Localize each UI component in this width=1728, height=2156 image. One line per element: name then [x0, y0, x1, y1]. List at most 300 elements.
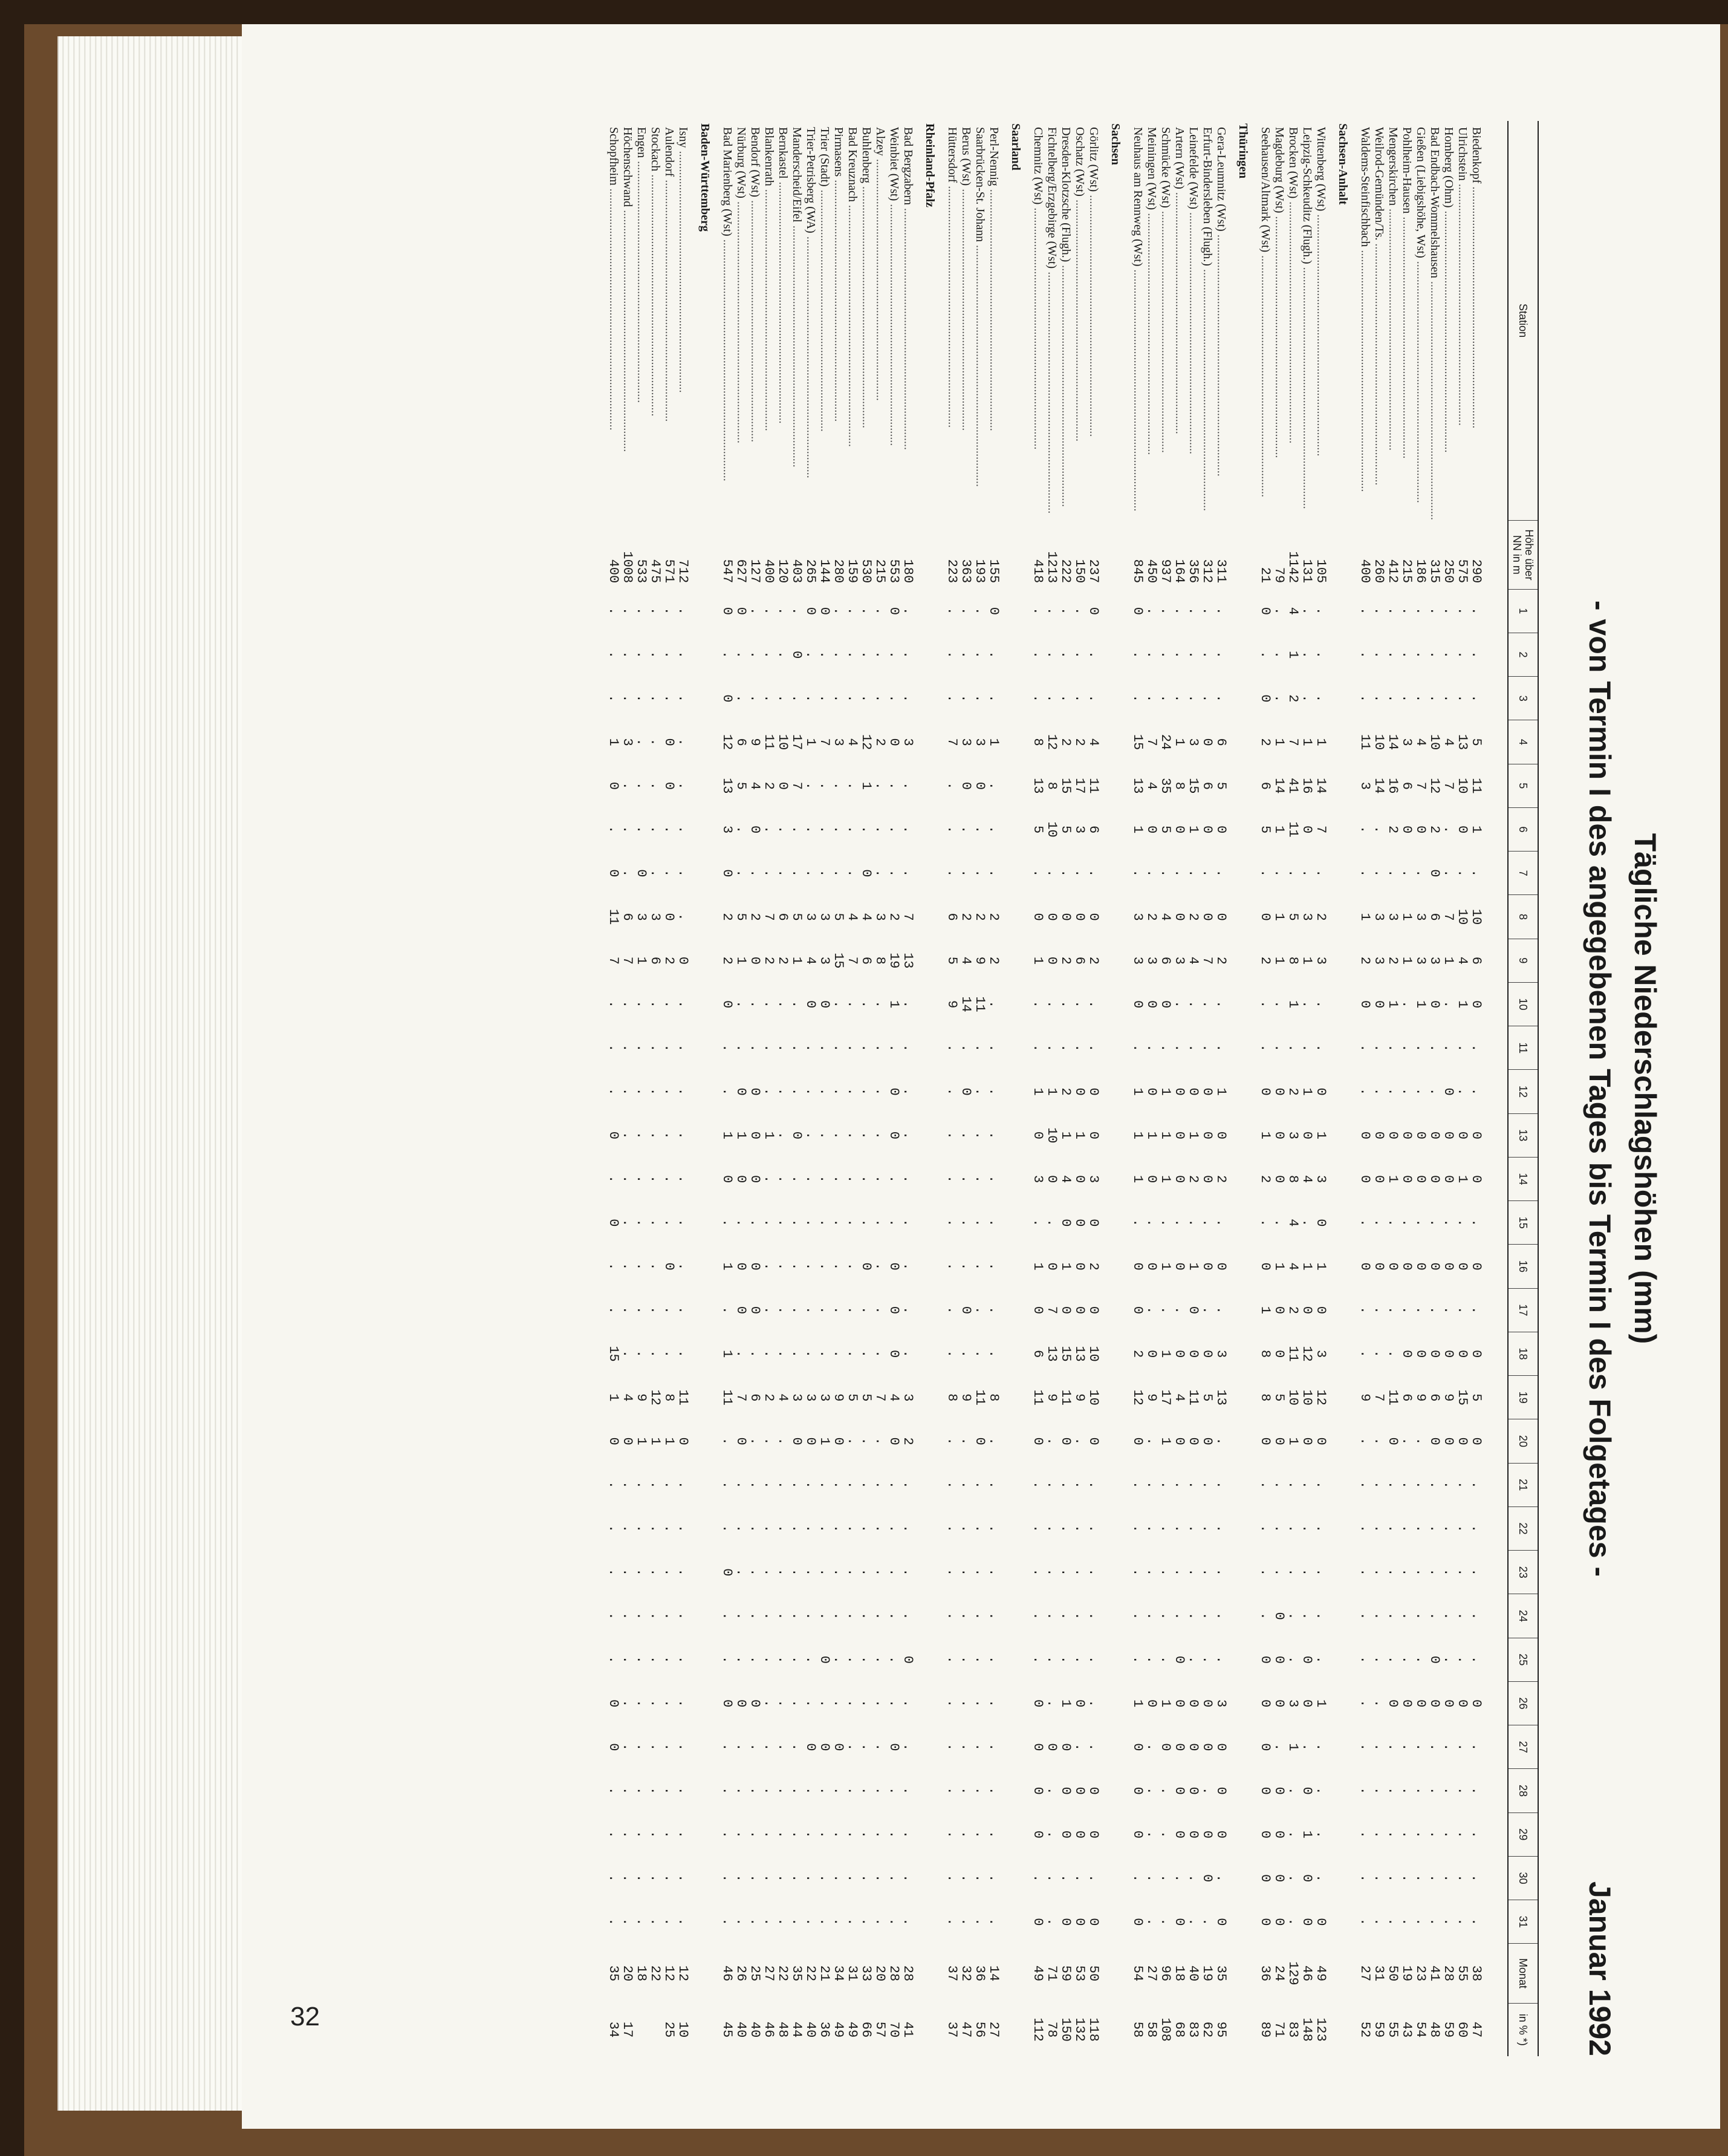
day-value: 7	[761, 913, 776, 921]
day-value: .	[1144, 1306, 1159, 1314]
day-value: .	[1285, 1786, 1301, 1795]
day-value: .	[775, 1262, 790, 1271]
table-row	[873, 121, 887, 2056]
header-day: 20	[1508, 1419, 1538, 1463]
day-value: .	[958, 1131, 973, 1139]
month-total: 54	[1130, 1965, 1145, 1982]
day-value: .	[1086, 1612, 1101, 1620]
day-value: 12	[1427, 778, 1442, 794]
day-value: 2	[1058, 1087, 1073, 1096]
percent-value: 40	[733, 2021, 749, 2038]
station-height: 547	[719, 559, 735, 584]
day-value: .	[1072, 1743, 1087, 1751]
day-value: .	[1158, 1918, 1173, 1926]
day-value: .	[789, 1349, 804, 1358]
day-value: 16	[1385, 778, 1400, 794]
day-value: 1	[606, 738, 621, 746]
day-value: 9	[831, 1393, 846, 1402]
day-value: 4	[1285, 1219, 1301, 1227]
day-value: .	[775, 1655, 790, 1664]
day-value: .	[1399, 869, 1414, 878]
day-value: .	[1441, 650, 1456, 659]
day-value: .	[1072, 869, 1087, 878]
station-height: 127	[747, 559, 762, 584]
day-value: .	[775, 869, 790, 878]
day-value: .	[872, 650, 888, 659]
day-value: .	[1130, 650, 1145, 659]
day-value: .	[775, 1437, 790, 1445]
station-name: Alzey .....	[873, 121, 887, 521]
day-value: .	[789, 1087, 804, 1096]
day-value: .	[958, 1743, 973, 1751]
day-value: .	[1072, 1568, 1087, 1577]
day-value: .	[675, 650, 690, 659]
day-value: 0	[1130, 1437, 1145, 1445]
group-row	[1228, 121, 1258, 2056]
day-value: .	[1299, 650, 1314, 659]
day-value: .	[1258, 650, 1273, 659]
day-value: .	[859, 1044, 874, 1052]
day-value: .	[1086, 650, 1101, 659]
month-total: 28	[900, 1965, 915, 1982]
day-value: .	[1413, 1568, 1428, 1577]
day-value: 0	[900, 1655, 915, 1664]
day-value: 0	[1030, 1306, 1045, 1314]
day-value: .	[733, 1480, 749, 1489]
day-value: .	[944, 1262, 960, 1271]
station-height: 475	[648, 559, 663, 584]
day-value: .	[1385, 1044, 1400, 1052]
day-value: .	[634, 1874, 649, 1883]
day-value: .	[1371, 1612, 1386, 1620]
day-value: .	[803, 1262, 818, 1271]
day-value: 0	[1213, 1918, 1229, 1926]
day-value: 5	[859, 1393, 874, 1402]
day-value: 5	[1285, 913, 1301, 921]
day-value: .	[1258, 1219, 1273, 1227]
day-value: .	[648, 1306, 663, 1314]
day-value: .	[817, 1786, 832, 1795]
day-value: .	[648, 869, 663, 878]
day-value: .	[1385, 650, 1400, 659]
month-total: 25	[747, 1965, 762, 1982]
day-value: .	[1130, 1874, 1145, 1883]
day-value: .	[900, 1262, 915, 1271]
day-value: .	[1072, 650, 1087, 659]
percent-value: 46	[761, 2021, 776, 2038]
header-day: 9	[1508, 939, 1538, 982]
day-value: .	[817, 1219, 832, 1227]
day-value: .	[1371, 1044, 1386, 1052]
station-height: 131	[1299, 559, 1314, 584]
day-value: 0	[1258, 1918, 1273, 1926]
day-value: 0	[1058, 1830, 1073, 1838]
day-value: .	[845, 1000, 860, 1009]
day-value: 0	[1399, 825, 1414, 834]
day-value: 1	[1213, 1087, 1229, 1096]
day-value: .	[1313, 1874, 1328, 1883]
day-value: 41	[1285, 778, 1301, 794]
day-value: 0	[1427, 1000, 1442, 1009]
day-value: .	[872, 1568, 888, 1577]
day-value: .	[958, 1219, 973, 1227]
day-value: .	[1469, 1480, 1484, 1489]
day-value: .	[886, 1480, 901, 1489]
day-value: .	[900, 1174, 915, 1184]
day-value: .	[986, 1524, 1001, 1533]
day-value: 6	[1200, 781, 1215, 790]
day-value: .	[986, 1219, 1001, 1227]
header-day: 6	[1508, 807, 1538, 851]
day-value: .	[606, 650, 621, 659]
day-value: 2	[972, 913, 987, 921]
day-value: .	[1413, 1830, 1428, 1838]
day-value: .	[803, 650, 818, 659]
day-value: .	[1200, 1219, 1215, 1227]
day-value: .	[733, 1219, 749, 1227]
day-value: .	[944, 1087, 960, 1096]
day-value: .	[1427, 1830, 1442, 1838]
day-value: .	[648, 1612, 663, 1620]
day-value: 1	[634, 1437, 649, 1445]
day-value: .	[1086, 869, 1101, 878]
day-value: .	[1044, 1044, 1059, 1052]
day-value: .	[634, 1612, 649, 1620]
day-value: .	[661, 1655, 677, 1664]
day-value: .	[1186, 1612, 1201, 1620]
percent-value: 66	[859, 2021, 874, 2038]
day-value: .	[1413, 1743, 1428, 1751]
day-value: .	[675, 607, 690, 615]
day-value: 0	[1058, 1786, 1073, 1795]
station-name: Wittenberg (Wst) .....	[1314, 121, 1328, 521]
station-height: 215	[872, 559, 888, 584]
day-value: 14	[1385, 734, 1400, 751]
day-value: .	[747, 1655, 762, 1664]
day-value: 0	[1213, 1131, 1229, 1139]
group-row	[1483, 121, 1508, 2056]
month-total: 18	[1172, 1965, 1187, 1982]
day-value: 0	[1058, 1219, 1073, 1227]
day-value: .	[648, 1262, 663, 1271]
day-value: 0	[1441, 1174, 1456, 1184]
day-value: .	[675, 1349, 690, 1358]
day-value: 0	[1258, 1874, 1273, 1883]
day-value: .	[900, 781, 915, 790]
day-value: .	[648, 1349, 663, 1358]
station-name: Bad Bergzabern .....	[901, 121, 915, 521]
table-row	[1059, 121, 1073, 2056]
day-value: 14	[1313, 778, 1328, 794]
month-total: 24	[1272, 1965, 1287, 1982]
day-value: .	[1313, 1524, 1328, 1533]
station-height: 120	[775, 559, 790, 584]
day-value: 5	[1213, 781, 1229, 790]
day-value: 0	[1172, 1349, 1187, 1358]
day-value: .	[1371, 1918, 1386, 1926]
header-day: 7	[1508, 852, 1538, 895]
day-value: .	[761, 1262, 776, 1271]
day-value: 0	[606, 781, 621, 790]
table-row	[648, 121, 662, 2056]
day-value: 1	[1385, 1174, 1400, 1184]
day-value: 0	[606, 1437, 621, 1445]
day-value: .	[733, 869, 749, 878]
day-value: 3	[803, 1393, 818, 1402]
day-value: .	[1044, 1830, 1059, 1838]
day-value: 0	[747, 1087, 762, 1096]
day-value: 0	[1469, 1000, 1484, 1009]
day-value: 0	[606, 1219, 621, 1227]
day-value: 0	[1427, 1437, 1442, 1445]
day-value: .	[1313, 1480, 1328, 1489]
day-value: .	[1371, 825, 1386, 834]
station-name: Weinbiet (Wst) .....	[887, 121, 901, 521]
day-value: .	[675, 1306, 690, 1314]
day-value: .	[1469, 1044, 1484, 1052]
day-value: 0	[1272, 1918, 1287, 1926]
station-name: Höchenschwand .....	[620, 121, 634, 521]
day-value: .	[859, 1087, 874, 1096]
day-value: .	[789, 1655, 804, 1664]
day-value: .	[1213, 1306, 1229, 1314]
day-value: .	[958, 1918, 973, 1926]
day-value: .	[1371, 1699, 1386, 1708]
day-value: 3	[1213, 1349, 1229, 1358]
day-value: .	[872, 1087, 888, 1096]
percent-value: 59	[1441, 2021, 1456, 2038]
day-value: .	[1441, 1000, 1456, 1009]
station-name: Homberg (Ohm) .....	[1441, 121, 1455, 521]
day-value: 1	[1058, 1262, 1073, 1271]
day-value: .	[1158, 1612, 1173, 1620]
day-value: .	[1200, 1000, 1215, 1009]
day-value: .	[606, 825, 621, 834]
day-value: .	[1469, 1786, 1484, 1795]
day-value: .	[831, 1874, 846, 1883]
day-value: 3	[817, 1393, 832, 1402]
percent-value	[634, 2003, 648, 2056]
day-value: 5	[1058, 825, 1073, 834]
day-value: .	[648, 1480, 663, 1489]
day-value: .	[606, 1306, 621, 1314]
day-value: 1	[1158, 1131, 1173, 1139]
day-value: .	[1455, 1524, 1470, 1533]
day-value: .	[761, 1568, 776, 1577]
percent-value: 48	[1427, 2021, 1442, 2038]
day-value: .	[1299, 869, 1314, 878]
day-value: 10	[1086, 1346, 1101, 1362]
day-value: 7	[620, 956, 635, 965]
station-name: Artern (Wst) .....	[1172, 121, 1186, 521]
percent-value: 60	[1455, 2021, 1470, 2038]
day-value: 0	[1186, 1306, 1201, 1314]
day-value: 4	[747, 781, 762, 790]
day-value: 0	[1086, 1918, 1101, 1926]
day-value: .	[1357, 1655, 1372, 1664]
day-value: .	[1044, 1524, 1059, 1533]
day-value: .	[661, 1174, 677, 1184]
day-value: .	[872, 1699, 888, 1708]
day-value: 0	[1299, 1874, 1314, 1883]
day-value: 6	[1427, 1393, 1442, 1402]
day-value: .	[958, 1612, 973, 1620]
day-value: 11	[972, 1389, 987, 1406]
day-value: .	[845, 1874, 860, 1883]
day-value: 0	[1413, 1174, 1428, 1184]
day-value: .	[859, 1568, 874, 1577]
day-value: .	[1058, 1524, 1073, 1533]
day-value: .	[972, 1655, 987, 1664]
day-value: .	[1172, 1306, 1187, 1314]
day-value: .	[986, 1568, 1001, 1577]
day-value: 0	[1086, 1437, 1101, 1445]
day-value: .	[747, 869, 762, 878]
day-value: .	[634, 1699, 649, 1708]
month-total: 35	[1213, 1965, 1229, 1982]
station-name: Leinefelde (Wst) .....	[1186, 121, 1200, 521]
day-value: .	[1455, 869, 1470, 878]
day-value: .	[1086, 1044, 1101, 1052]
table-row	[945, 121, 959, 2056]
day-value: .	[634, 1524, 649, 1533]
day-value: .	[1285, 1830, 1301, 1838]
day-value: 0	[1200, 1437, 1215, 1445]
day-value: 1	[761, 1131, 776, 1139]
day-value: .	[1313, 1568, 1328, 1577]
day-value: .	[817, 1174, 832, 1184]
day-value: .	[958, 1044, 973, 1052]
day-value: 6	[1158, 956, 1173, 965]
day-value: .	[733, 694, 749, 703]
day-value: .	[958, 1568, 973, 1577]
day-value: .	[845, 1655, 860, 1664]
month-total: 46	[1299, 1965, 1314, 1982]
month-total: 96	[1158, 1965, 1173, 1982]
day-value: .	[845, 869, 860, 878]
day-value: .	[1313, 869, 1328, 878]
day-value: .	[831, 1044, 846, 1052]
day-value: .	[1285, 1612, 1301, 1620]
day-value: .	[1427, 1524, 1442, 1533]
day-value: 19	[886, 953, 901, 969]
day-value: 7	[1441, 781, 1456, 790]
day-value: .	[1144, 1044, 1159, 1052]
day-value: .	[986, 1874, 1001, 1883]
day-value: .	[1058, 1612, 1073, 1620]
day-value: 8	[1285, 956, 1301, 965]
day-value: 0	[733, 1306, 749, 1314]
day-value: 0	[1272, 1087, 1287, 1096]
day-value: .	[1072, 1874, 1087, 1883]
day-value: .	[900, 1743, 915, 1751]
station-height: 571	[661, 559, 677, 584]
day-value: .	[817, 1349, 832, 1358]
station-name: Ulrichstein .....	[1455, 121, 1469, 521]
day-value: 1	[1272, 825, 1287, 834]
day-value: .	[886, 781, 901, 790]
month-total: 31	[1371, 1965, 1386, 1982]
percent-value: 40	[803, 2021, 818, 2038]
header-day: 10	[1508, 982, 1538, 1026]
day-value: .	[972, 1918, 987, 1926]
day-value: 1	[1313, 738, 1328, 746]
day-value: .	[859, 650, 874, 659]
day-value: .	[634, 1786, 649, 1795]
day-value: .	[1441, 1743, 1456, 1751]
percent-value: 40	[747, 2021, 762, 2038]
day-value: .	[1144, 1743, 1159, 1751]
day-value: 0	[1172, 1437, 1187, 1445]
day-value: 6	[1469, 956, 1484, 965]
day-value: .	[986, 650, 1001, 659]
day-value: .	[900, 869, 915, 878]
day-value: 0	[1030, 1786, 1045, 1795]
day-value: .	[972, 607, 987, 615]
day-value: 6	[859, 956, 874, 965]
day-value: .	[733, 650, 749, 659]
day-value: .	[1130, 1524, 1145, 1533]
day-value: .	[1385, 869, 1400, 878]
day-value: .	[817, 1262, 832, 1271]
day-value: .	[1044, 1786, 1059, 1795]
day-value: .	[789, 1306, 804, 1314]
day-value: 9	[634, 1393, 649, 1402]
day-value: .	[872, 1219, 888, 1227]
station-height: 237	[1086, 559, 1101, 584]
day-value: .	[789, 1612, 804, 1620]
day-value: 0	[1144, 1000, 1159, 1009]
day-value: 1	[1272, 913, 1287, 921]
day-value: 0	[1272, 1306, 1287, 1314]
day-value: 1	[1258, 1306, 1273, 1314]
day-value: .	[1427, 607, 1442, 615]
day-value: .	[1399, 1655, 1414, 1664]
day-value: .	[1130, 1044, 1145, 1052]
day-value: .	[817, 1087, 832, 1096]
day-value: 0	[1371, 1000, 1386, 1009]
percent-value: 68	[1172, 2021, 1187, 2038]
day-value: .	[661, 825, 677, 834]
day-value: .	[817, 1131, 832, 1139]
day-value: .	[859, 1524, 874, 1533]
day-value: 11	[675, 1389, 690, 1406]
day-value: 2	[1186, 913, 1201, 921]
day-value: .	[886, 1874, 901, 1883]
day-value: 6	[620, 913, 635, 921]
day-value: .	[1357, 1743, 1372, 1751]
day-value: .	[775, 1612, 790, 1620]
day-value: .	[859, 1349, 874, 1358]
table-row	[1258, 121, 1272, 2056]
day-value: 6	[1399, 781, 1414, 790]
day-value: .	[648, 1000, 663, 1009]
day-value: .	[1044, 694, 1059, 703]
percent-value	[648, 2003, 662, 2056]
day-value: 0	[747, 1131, 762, 1139]
day-value: 15	[831, 953, 846, 969]
day-value: .	[1044, 1699, 1059, 1708]
day-value: 0	[886, 1306, 901, 1314]
day-value: .	[1258, 1000, 1273, 1009]
day-value: .	[872, 1480, 888, 1489]
month-total: 27	[1144, 1965, 1159, 1982]
table-row	[1158, 121, 1172, 2056]
station-name: Trier-Petrisberg (WA) .....	[804, 121, 817, 521]
day-value: .	[606, 1612, 621, 1620]
day-value: 0	[1385, 1437, 1400, 1445]
day-value: .	[1413, 1918, 1428, 1926]
